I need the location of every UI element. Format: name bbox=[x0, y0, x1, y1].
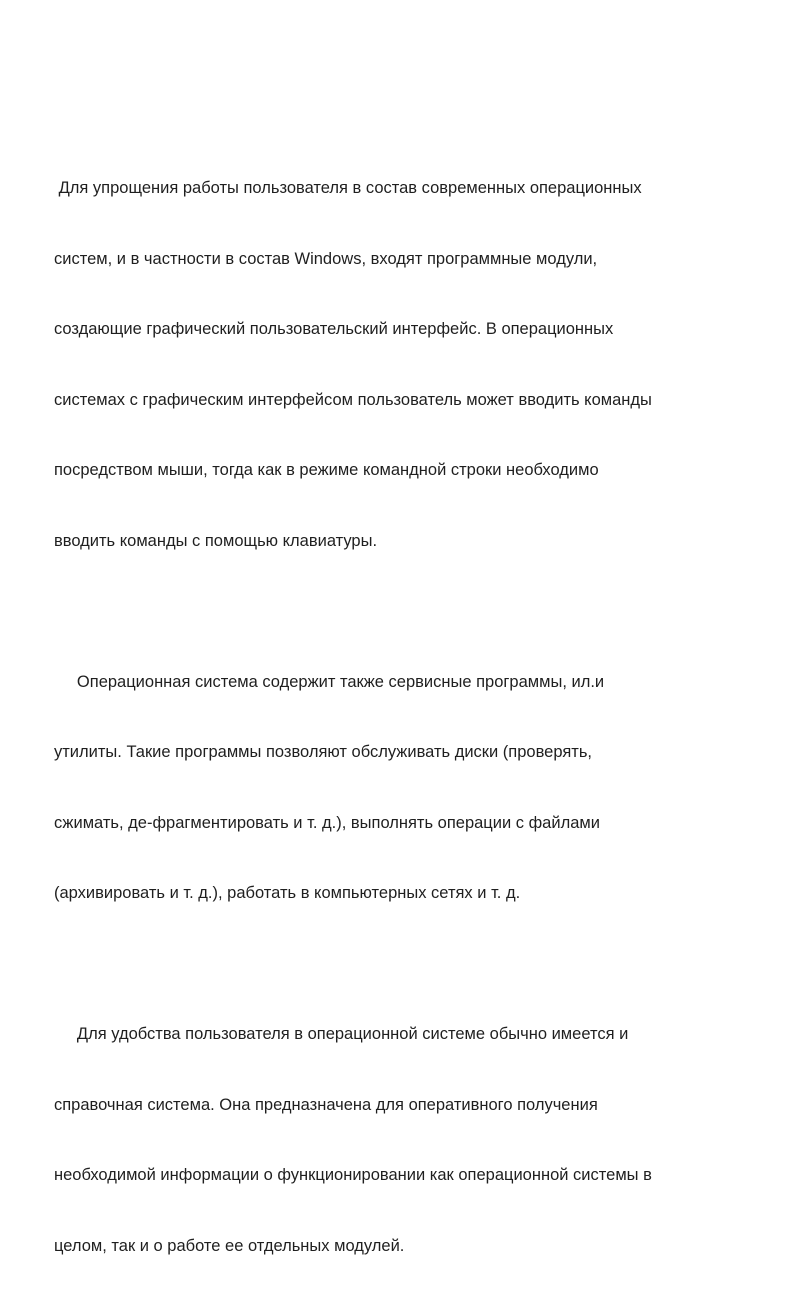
text-line: Для удобства пользователя в операционной системе обычно имеется и bbox=[54, 1025, 629, 1043]
text-line: утилиты. Такие программы позволяют обслуживать диски (проверять, bbox=[54, 743, 593, 761]
text-line: справочная система. Она предназначена для оперативного получения bbox=[54, 1095, 598, 1114]
paragraph-gui-intro bbox=[54, 130, 774, 600]
body-text bbox=[54, 130, 774, 1305]
paragraph-utilities bbox=[54, 624, 774, 953]
text-line: вводить команды с помощью клавиатуры. bbox=[54, 531, 378, 550]
text-line: необходимой информации о функционировании как операционной системы в bbox=[54, 1166, 652, 1184]
text-line: Для упрощения работы пользователя в состав современных операционных bbox=[54, 179, 642, 197]
text-line: посредством мыши, тогда как в режиме командной строки необходимо bbox=[54, 461, 599, 479]
paragraph-help-system bbox=[54, 976, 774, 1305]
text-line: целом, так и о работе ее отдельных модулей. bbox=[54, 1236, 405, 1255]
text-line: (архивировать и т. д.), работать в компьютерных сетях и т. д. bbox=[54, 884, 521, 902]
text-line: систем, и в частности в состав Windows, входят программные модули, bbox=[54, 249, 598, 268]
text-line: системах с графическим интерфейсом пользователь может вводить команды bbox=[54, 390, 652, 409]
text-line: Операционная система содержит также сервисные программы, ил.и bbox=[54, 672, 605, 691]
text-line: создающие графический пользовательский интерфейс. В операционных bbox=[54, 320, 614, 338]
text-line: сжимать, де-фрагментировать и т. д.), выполнять операции с файлами bbox=[54, 813, 600, 832]
